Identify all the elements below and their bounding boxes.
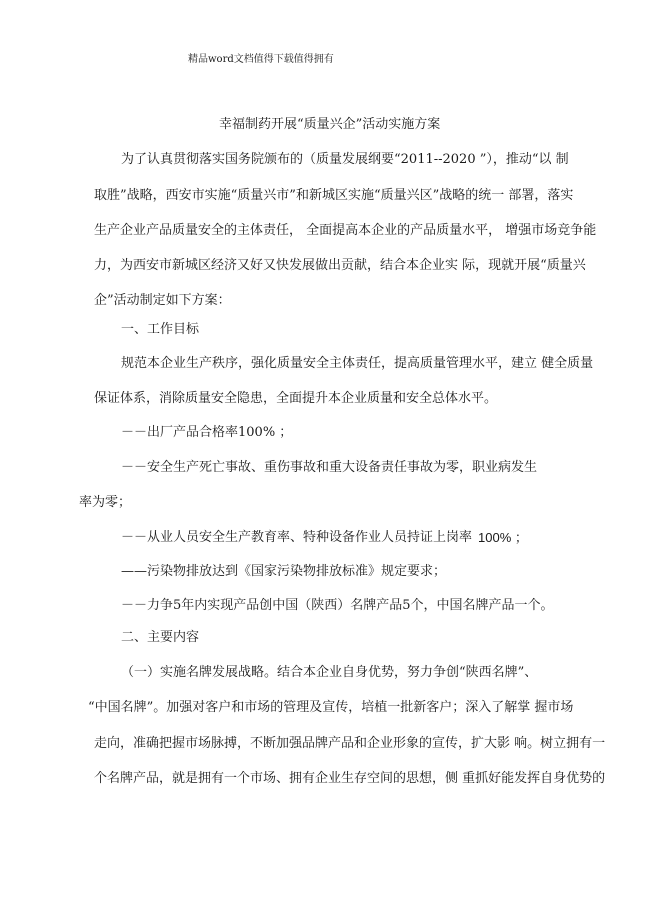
section-heading-goals: 一、工作目标 — [121, 322, 200, 337]
target-safety-line-2: 率为零； — [79, 495, 132, 510]
goal-line-1: 规范本企业生产秩序，强化质量安全主体责任，提高质量管理水平，建立 健全质量 — [121, 356, 594, 371]
document-title: 幸福制药开展“质量兴企”活动实施方案 — [219, 117, 441, 132]
target-pass-rate: －－出厂产品合格率100% ； — [121, 425, 293, 440]
content-line-3: 走向，准确把握市场脉搏，不断加强品牌产品和企业形象的宣传，扩大影 响。树立拥有一 — [94, 736, 606, 751]
intro-line-5: 企”活动制定如下方案： — [94, 293, 231, 308]
target-safety-line-1: －－安全生产死亡事故、重伤事故和重大设备责任事故为零，职业病发生 — [121, 460, 538, 475]
intro-line-4: 力，为西安市新城区经济又好又快发展做出贡献，结合本企业实 际，现就开展“质量兴 — [94, 258, 586, 273]
intro-line-2: 取胜”战略，西安市实施“质量兴市”和新城区实施“质量兴区”战略的统一 部署，落实 — [94, 188, 574, 203]
header-note: 精品word文档值得下载值得拥有 — [188, 54, 334, 65]
goal-line-2: 保证体系，消除质量安全隐患，全面提升本企业质量和安全总体水平。 — [94, 391, 498, 406]
target-brand-products: －－力争5年内实现产品创中国（陕西）名牌产品5个，中国名牌产品一个。 — [121, 598, 554, 613]
intro-line-1: 为了认真贯彻落实国务院颁布的（质量发展纲要“2011--2020 ”），推动“以 制 — [121, 152, 569, 167]
target-pollution: ——污染物排放达到《国家污染物排放标准》规定要求； — [121, 564, 447, 579]
target-training-rate-value: 100% ； — [478, 530, 528, 545]
content-line-1: （一）实施名牌发展战略。结合本企业自身优势，努力争创“陕西名牌”、 — [121, 665, 538, 680]
intro-line-3: 生产企业产品质量安全的主体责任， 全面提高本企业的产品质量水平， 增强市场竞争能 — [94, 223, 597, 238]
content-line-4: 个名牌产品，就是拥有一个市场、拥有企业生存空间的思想，侧 重抓好能发挥自身优势的 — [94, 771, 606, 786]
target-training-rate: －－从业人员安全生产教育率、特种设备作业人员持证上岗率 — [121, 530, 473, 545]
content-line-2: “中国名牌”。加强对客户和市场的管理及宣传，培植一批新客户；深入了解掌 握市场 — [88, 700, 574, 715]
section-heading-content: 二、主要内容 — [121, 630, 200, 645]
